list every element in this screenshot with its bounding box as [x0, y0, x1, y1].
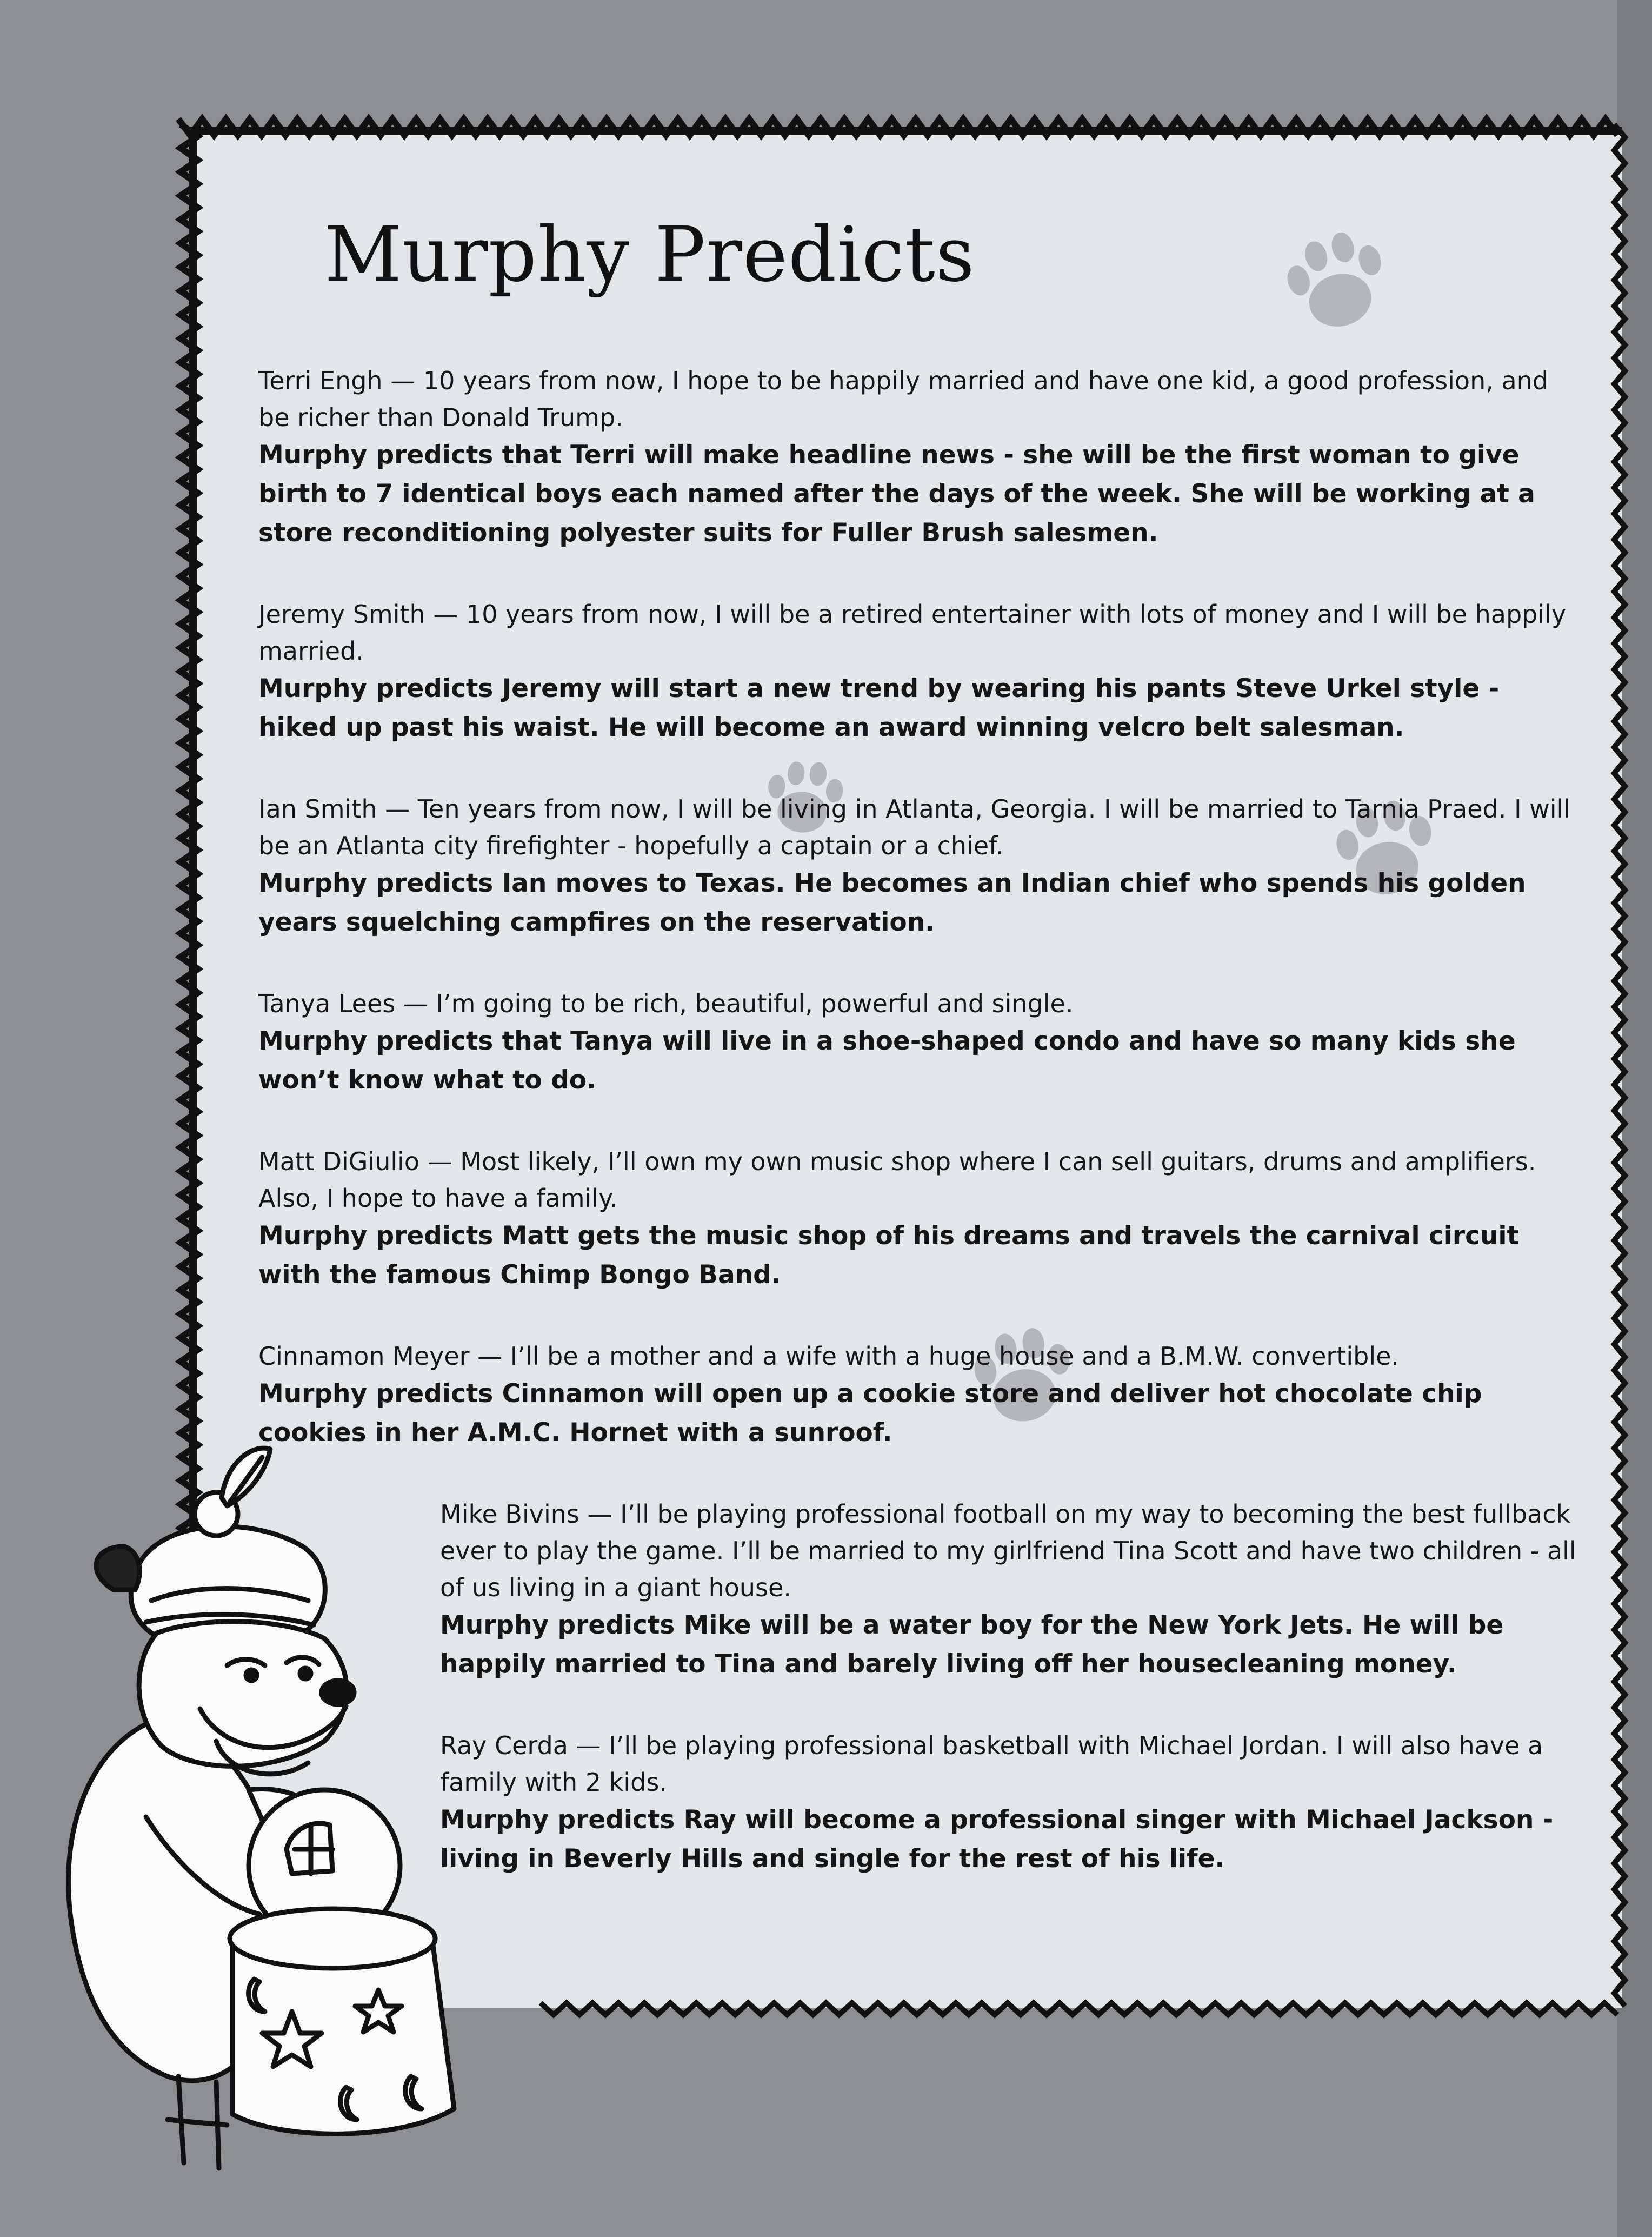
student-wish: Tanya Lees — I’m going to be rich, beautiful, powerful and single. — [258, 989, 1074, 1018]
murphy-prediction: Murphy predicts Mike will be a water boy for the New York Jets. He will be happily married to Tina and barely living off her housecleaning money. — [440, 1610, 1504, 1679]
murphy-prediction: Murphy predicts Matt gets the music shop of his dreams and travels the carnival circuit with the famous Chimp Bongo Band. — [258, 1221, 1519, 1290]
prediction-entry-cinnamon — [258, 1338, 1583, 1452]
student-wish: Cinnamon Meyer — I’ll be a mother and a wife with a huge house and a B.M.W. convertible. — [258, 1342, 1400, 1371]
prediction-entry-matt — [258, 1143, 1583, 1295]
murphy-prediction: Murphy predicts Jeremy will start a new trend by wearing his pants Steve Urkel style - hiked up past his waist. He will become an award winning velcro belt salesman. — [258, 674, 1500, 742]
page-title: Murphy Predicts — [324, 211, 975, 299]
murphy-fortune-teller-illustration — [22, 1438, 616, 2206]
student-wish: Terri Engh — 10 years from now, I hope to be happily married and have one kid, a good profession, and be richer than Donald Trump. — [258, 366, 1549, 432]
murphy-prediction: Murphy predicts that Tanya will live in a shoe-shaped condo and have so many kids she won’t know what to do. — [258, 1026, 1516, 1095]
prediction-entry-tanya — [258, 985, 1583, 1100]
zigzag-border-top — [178, 108, 1627, 146]
student-wish: Matt DiGiulio — Most likely, I’ll own my own music shop where I can sell guitars, drums and amplifiers. Also, I hope to have a family. — [258, 1147, 1536, 1213]
prediction-entry-ian — [258, 791, 1583, 942]
student-wish: Mike Bivins — I’ll be playing professional football on my way to becoming the best fullback ever to play the game. I’ll be married to my girlfriend Tina Scott and have two children - all of us living in a giant house. — [440, 1499, 1576, 1602]
student-wish: Ian Smith — Ten years from now, I will be living in Atlanta, Georgia. I will be married to Tarnia Praed. I will be an Atlanta city firefighter - hopefully a captain or a chief. — [258, 794, 1571, 860]
student-wish: Jeremy Smith — 10 years from now, I will be a retired entertainer with lots of money and I will be happily married. — [258, 600, 1567, 666]
prediction-entry-jeremy — [258, 596, 1583, 747]
murphy-prediction: Murphy predicts Ian moves to Texas. He becomes an Indian chief who spends his golden years squelching campfires on the reservation. — [258, 868, 1526, 937]
zigzag-border-bottom — [541, 1995, 1633, 2028]
murphy-prediction: Murphy predicts Ray will become a professional singer with Michael Jackson - living in Beverly Hills and single for the rest of his life. — [440, 1805, 1554, 1874]
zigzag-border-right — [1606, 124, 1638, 2017]
murphy-prediction: Murphy predicts Cinnamon will open up a cookie store and deliver hot chocolate chip cookies in her A.M.C. Hornet with a sunroof. — [258, 1379, 1482, 1448]
murphy-prediction: Murphy predicts that Terri will make headline news - she will be the first woman to give birth to 7 identical boys each named after the days of the week. She will be working at a store reconditioning polyester suits for Fuller Brush salesmen. — [258, 440, 1535, 548]
student-wish: Ray Cerda — I’ll be playing professional basketball with Michael Jordan. I will also have a family with 2 kids. — [440, 1731, 1543, 1797]
paw-print-icon — [1276, 227, 1400, 335]
prediction-entry-terri — [258, 362, 1583, 553]
